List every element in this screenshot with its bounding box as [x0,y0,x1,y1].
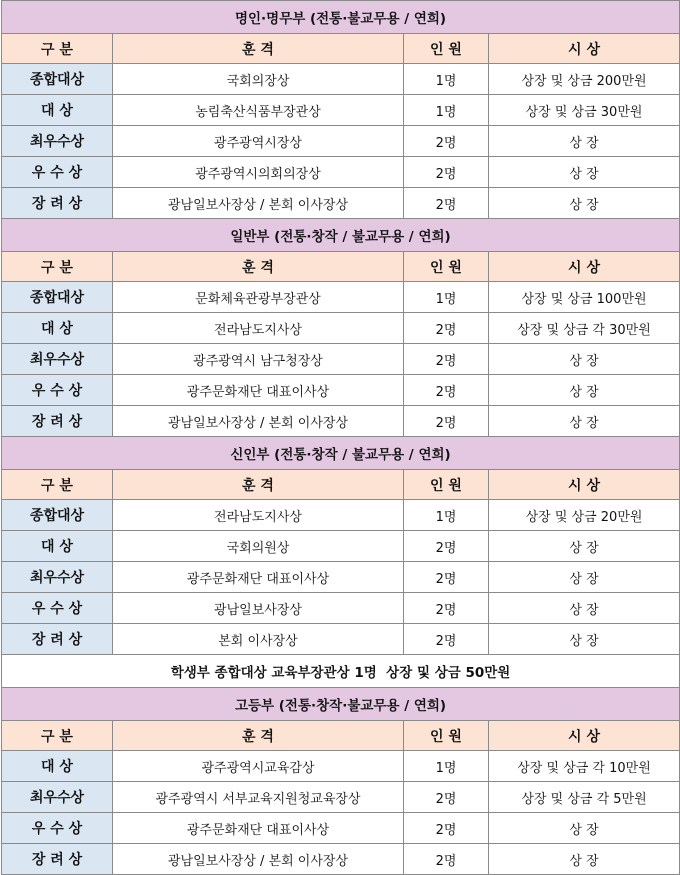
category-cell: 최우수상 [2,344,113,375]
award-cell: 광주광역시 남구청장상 [113,344,404,375]
award-cell: 광남일보사장상 / 본회 이사장상 [113,406,404,437]
section-title-row [2,1,680,34]
header-prize: 시 상 [489,470,680,500]
category-cell: 최우수상 [2,562,113,593]
table-row [2,844,680,875]
prize-cell: 상 장 [489,531,680,562]
category-cell: 우 수 상 [2,375,113,406]
prize-cell: 상 장 [489,375,680,406]
count-cell: 2명 [404,313,489,344]
award-cell: 광주문화재단 대표이사상 [113,813,404,844]
award-cell: 국회의원상 [113,531,404,562]
award-cell: 광주문화재단 대표이사상 [113,562,404,593]
header-award: 훈 격 [113,34,404,64]
header-row [2,721,680,751]
category-cell: 종합대상 [2,64,113,95]
award-cell: 광주광역시장상 [113,126,404,157]
award-cell: 광주광역시교육감상 [113,751,404,782]
prize-cell: 상장 및 상금 30만원 [489,95,680,126]
count-cell: 2명 [404,593,489,624]
section-title-row [2,437,680,470]
table-row [2,188,680,219]
count-cell: 2명 [404,188,489,219]
category-cell: 최우수상 [2,126,113,157]
award-cell: 국회의장상 [113,64,404,95]
section-title: 일반부 (전통·창작 / 불교무용 / 연희) [2,219,680,252]
header-award: 훈 격 [113,252,404,282]
table-row [2,751,680,782]
header-category: 구 분 [2,34,113,64]
category-cell: 대 상 [2,531,113,562]
count-cell: 2명 [404,782,489,813]
header-count: 인 원 [404,34,489,64]
table-row [2,813,680,844]
count-cell: 2명 [404,344,489,375]
header-category: 구 분 [2,470,113,500]
prize-cell: 상 장 [489,593,680,624]
header-row [2,34,680,64]
table-row [2,375,680,406]
prize-cell: 상 장 [489,624,680,655]
table-row [2,562,680,593]
award-cell: 광남일보사장상 [113,593,404,624]
count-cell: 2명 [404,562,489,593]
award-cell: 광주광역시의회의장상 [113,157,404,188]
award-cell: 전라남도지사상 [113,313,404,344]
table-row [2,344,680,375]
category-cell: 우 수 상 [2,813,113,844]
header-prize: 시 상 [489,34,680,64]
awards-table [1,0,680,875]
count-cell: 1명 [404,282,489,313]
count-cell: 2명 [404,624,489,655]
header-category: 구 분 [2,721,113,751]
awards-document [1,0,679,875]
prize-cell: 상장 및 상금 각 10만원 [489,751,680,782]
count-cell: 2명 [404,844,489,875]
award-cell: 광주문화재단 대표이사상 [113,375,404,406]
table-row [2,95,680,126]
prize-cell: 상 장 [489,406,680,437]
prize-cell: 상 장 [489,188,680,219]
section-title-row [2,688,680,721]
count-cell: 2명 [404,813,489,844]
header-category: 구 분 [2,252,113,282]
prize-cell: 상 장 [489,844,680,875]
section-title-row [2,219,680,252]
category-cell: 장 려 상 [2,624,113,655]
header-count: 인 원 [404,252,489,282]
header-award: 훈 격 [113,721,404,751]
table-row [2,593,680,624]
header-row [2,470,680,500]
table-row [2,782,680,813]
table-row [2,500,680,531]
award-cell: 본회 이사장상 [113,624,404,655]
award-cell: 문화체육관광부장관상 [113,282,404,313]
table-row [2,64,680,95]
count-cell: 1명 [404,751,489,782]
prize-cell: 상 장 [489,813,680,844]
count-cell: 2명 [404,126,489,157]
table-row [2,531,680,562]
student-note-row [2,655,680,688]
prize-cell: 상 장 [489,562,680,593]
prize-cell: 상장 및 상금 각 5만원 [489,782,680,813]
prize-cell: 상장 및 상금 각 30만원 [489,313,680,344]
table-row [2,406,680,437]
header-award: 훈 격 [113,470,404,500]
category-cell: 최우수상 [2,782,113,813]
section-title: 명인·명무부 (전통·불교무용 / 연희) [2,1,680,34]
table-row [2,282,680,313]
count-cell: 2명 [404,531,489,562]
category-cell: 대 상 [2,751,113,782]
count-cell: 1명 [404,95,489,126]
category-cell: 장 려 상 [2,844,113,875]
category-cell: 우 수 상 [2,157,113,188]
section-title: 신인부 (전통·창작 / 불교무용 / 연희) [2,437,680,470]
table-row [2,157,680,188]
header-count: 인 원 [404,721,489,751]
header-prize: 시 상 [489,252,680,282]
student-note: 학생부 종합대상 교육부장관상 1명 상장 및 상금 50만원 [2,655,680,688]
prize-cell: 상 장 [489,157,680,188]
table-row [2,126,680,157]
prize-cell: 상장 및 상금 20만원 [489,500,680,531]
count-cell: 2명 [404,406,489,437]
count-cell: 1명 [404,500,489,531]
prize-cell: 상장 및 상금 200만원 [489,64,680,95]
table-row [2,624,680,655]
category-cell: 장 려 상 [2,406,113,437]
header-row [2,252,680,282]
award-cell: 광남일보사장상 / 본회 이사장상 [113,188,404,219]
category-cell: 대 상 [2,95,113,126]
category-cell: 종합대상 [2,500,113,531]
category-cell: 종합대상 [2,282,113,313]
prize-cell: 상 장 [489,126,680,157]
prize-cell: 상 장 [489,344,680,375]
prize-cell: 상장 및 상금 100만원 [489,282,680,313]
header-prize: 시 상 [489,721,680,751]
section-title: 고등부 (전통·창작·불교무용 / 연희) [2,688,680,721]
count-cell: 2명 [404,375,489,406]
count-cell: 1명 [404,64,489,95]
category-cell: 장 려 상 [2,188,113,219]
award-cell: 광남일보사장상 / 본회 이사장상 [113,844,404,875]
header-count: 인 원 [404,470,489,500]
award-cell: 광주광역시 서부교육지원청교육장상 [113,782,404,813]
award-cell: 농림축산식품부장관상 [113,95,404,126]
count-cell: 2명 [404,157,489,188]
award-cell: 전라남도지사상 [113,500,404,531]
table-row [2,313,680,344]
category-cell: 우 수 상 [2,593,113,624]
category-cell: 대 상 [2,313,113,344]
